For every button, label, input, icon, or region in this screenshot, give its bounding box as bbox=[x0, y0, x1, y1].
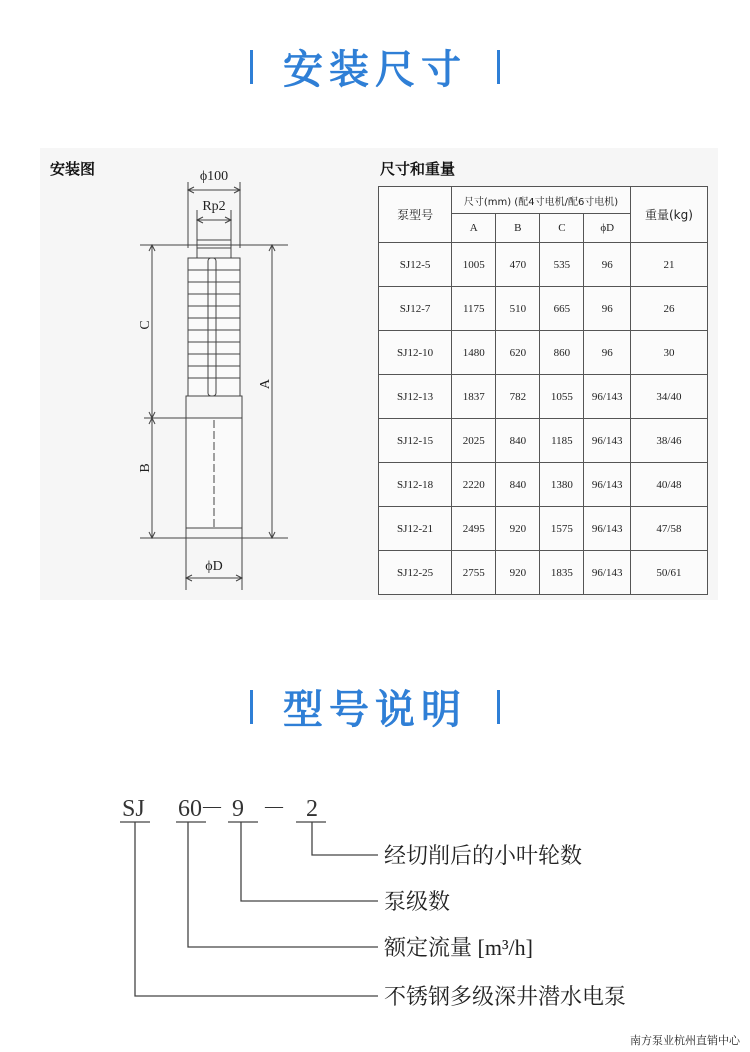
cell-weight: 40/48 bbox=[630, 463, 707, 507]
phi100-text: ϕ100 bbox=[199, 169, 229, 184]
title-bar-right bbox=[497, 50, 500, 84]
header-model: 泵型号 bbox=[379, 187, 452, 243]
cell-b: 470 bbox=[496, 243, 540, 287]
desc-stages: 泵级数 bbox=[384, 889, 451, 914]
pump-stack-body bbox=[188, 258, 240, 396]
cell-model: SJ12-15 bbox=[379, 419, 452, 463]
cell-model: SJ12-10 bbox=[379, 331, 452, 375]
cell-d: 96 bbox=[584, 287, 630, 331]
cell-d: 96/143 bbox=[584, 551, 630, 595]
table-row bbox=[379, 419, 708, 463]
cell-weight: 21 bbox=[630, 243, 707, 287]
cell-b: 510 bbox=[496, 287, 540, 331]
cell-model: SJ12-25 bbox=[379, 551, 452, 595]
table-row bbox=[379, 463, 708, 507]
install-drawing-label: 安装图 bbox=[50, 160, 96, 178]
cell-model: SJ12-18 bbox=[379, 463, 452, 507]
cell-weight: 30 bbox=[630, 331, 707, 375]
table-row bbox=[379, 507, 708, 551]
model-section-title-text: 型号说明 bbox=[283, 687, 467, 733]
cell-a: 1005 bbox=[452, 243, 496, 287]
cell-a: 2025 bbox=[452, 419, 496, 463]
leader-type bbox=[135, 822, 378, 996]
dim-b-text: B bbox=[138, 463, 153, 473]
cell-c: 1185 bbox=[540, 419, 584, 463]
table-row bbox=[379, 243, 708, 287]
desc-impeller: 经切削后的小叶轮数 bbox=[384, 843, 583, 868]
footer-credit: 南方泵业杭州直销中心 bbox=[630, 1034, 740, 1047]
cell-weight: 47/58 bbox=[630, 507, 707, 551]
cell-model: SJ12-21 bbox=[379, 507, 452, 551]
table-row bbox=[379, 375, 708, 419]
title-bar-left bbox=[250, 50, 253, 84]
dim-a-text: A bbox=[258, 378, 273, 390]
cell-d: 96/143 bbox=[584, 463, 630, 507]
cell-c: 1835 bbox=[540, 551, 584, 595]
leader-flow bbox=[188, 822, 378, 947]
table-row bbox=[379, 551, 708, 595]
cell-b: 920 bbox=[496, 551, 540, 595]
dim-c-text: C bbox=[138, 320, 153, 330]
table-row bbox=[379, 331, 708, 375]
cell-b: 620 bbox=[496, 331, 540, 375]
cell-b: 920 bbox=[496, 507, 540, 551]
cell-a: 1480 bbox=[452, 331, 496, 375]
code-part-stages: 9 bbox=[232, 796, 244, 822]
cell-model: SJ12-7 bbox=[379, 287, 452, 331]
title-bar-left bbox=[250, 690, 253, 724]
code-part-flow: 60 bbox=[178, 796, 202, 822]
pump-outlet-head bbox=[197, 240, 231, 258]
cell-c: 535 bbox=[540, 243, 584, 287]
desc-type: 不锈钢多级深井潜水电泵 bbox=[384, 984, 627, 1009]
code-part-sj: SJ bbox=[122, 796, 145, 822]
cell-b: 840 bbox=[496, 419, 540, 463]
cell-c: 860 bbox=[540, 331, 584, 375]
header-dimensions: 尺寸(mm) (配4寸电机/配6寸电机) bbox=[452, 187, 631, 214]
cell-weight: 34/40 bbox=[630, 375, 707, 419]
desc-flow: 额定流量 [m³/h] bbox=[384, 935, 533, 960]
code-part-impeller: 2 bbox=[306, 796, 318, 822]
spec-header-row bbox=[379, 187, 708, 214]
cell-c: 665 bbox=[540, 287, 584, 331]
cell-model: SJ12-13 bbox=[379, 375, 452, 419]
cell-d: 96 bbox=[584, 331, 630, 375]
cell-a: 1175 bbox=[452, 287, 496, 331]
cell-d: 96/143 bbox=[584, 375, 630, 419]
install-section-title-text: 安装尺寸 bbox=[283, 47, 467, 93]
spec-table-label: 尺寸和重量 bbox=[380, 160, 456, 178]
rp2-text: Rp2 bbox=[202, 199, 226, 214]
table-row bbox=[379, 287, 708, 331]
subheader-b: B bbox=[496, 214, 540, 243]
leader-impeller bbox=[312, 822, 378, 855]
title-bar-right bbox=[497, 690, 500, 724]
cell-a: 2220 bbox=[452, 463, 496, 507]
phid-text: ϕD bbox=[205, 559, 223, 574]
pump-inlet-section bbox=[186, 396, 242, 418]
spec-table bbox=[378, 186, 708, 595]
model-code-diagram bbox=[0, 780, 750, 1030]
cell-weight: 26 bbox=[630, 287, 707, 331]
cell-d: 96/143 bbox=[584, 419, 630, 463]
cell-c: 1380 bbox=[540, 463, 584, 507]
cell-model: SJ12-5 bbox=[379, 243, 452, 287]
subheader-a: A bbox=[452, 214, 496, 243]
code-part-dash2: － bbox=[262, 796, 286, 822]
cell-c: 1575 bbox=[540, 507, 584, 551]
cell-c: 1055 bbox=[540, 375, 584, 419]
cell-a: 2495 bbox=[452, 507, 496, 551]
cell-weight: 38/46 bbox=[630, 419, 707, 463]
install-section-title bbox=[0, 38, 750, 95]
cell-b: 782 bbox=[496, 375, 540, 419]
code-part-dash1: － bbox=[200, 796, 224, 822]
cell-b: 840 bbox=[496, 463, 540, 507]
cell-d: 96/143 bbox=[584, 507, 630, 551]
pump-drawing bbox=[100, 160, 320, 600]
cell-a: 2755 bbox=[452, 551, 496, 595]
model-section-title bbox=[0, 678, 750, 735]
cell-weight: 50/61 bbox=[630, 551, 707, 595]
cell-a: 1837 bbox=[452, 375, 496, 419]
subheader-c: C bbox=[540, 214, 584, 243]
subheader-d: ϕD bbox=[584, 214, 630, 243]
header-weight: 重量(kg) bbox=[630, 187, 707, 243]
cell-d: 96 bbox=[584, 243, 630, 287]
leader-stages bbox=[241, 822, 378, 901]
